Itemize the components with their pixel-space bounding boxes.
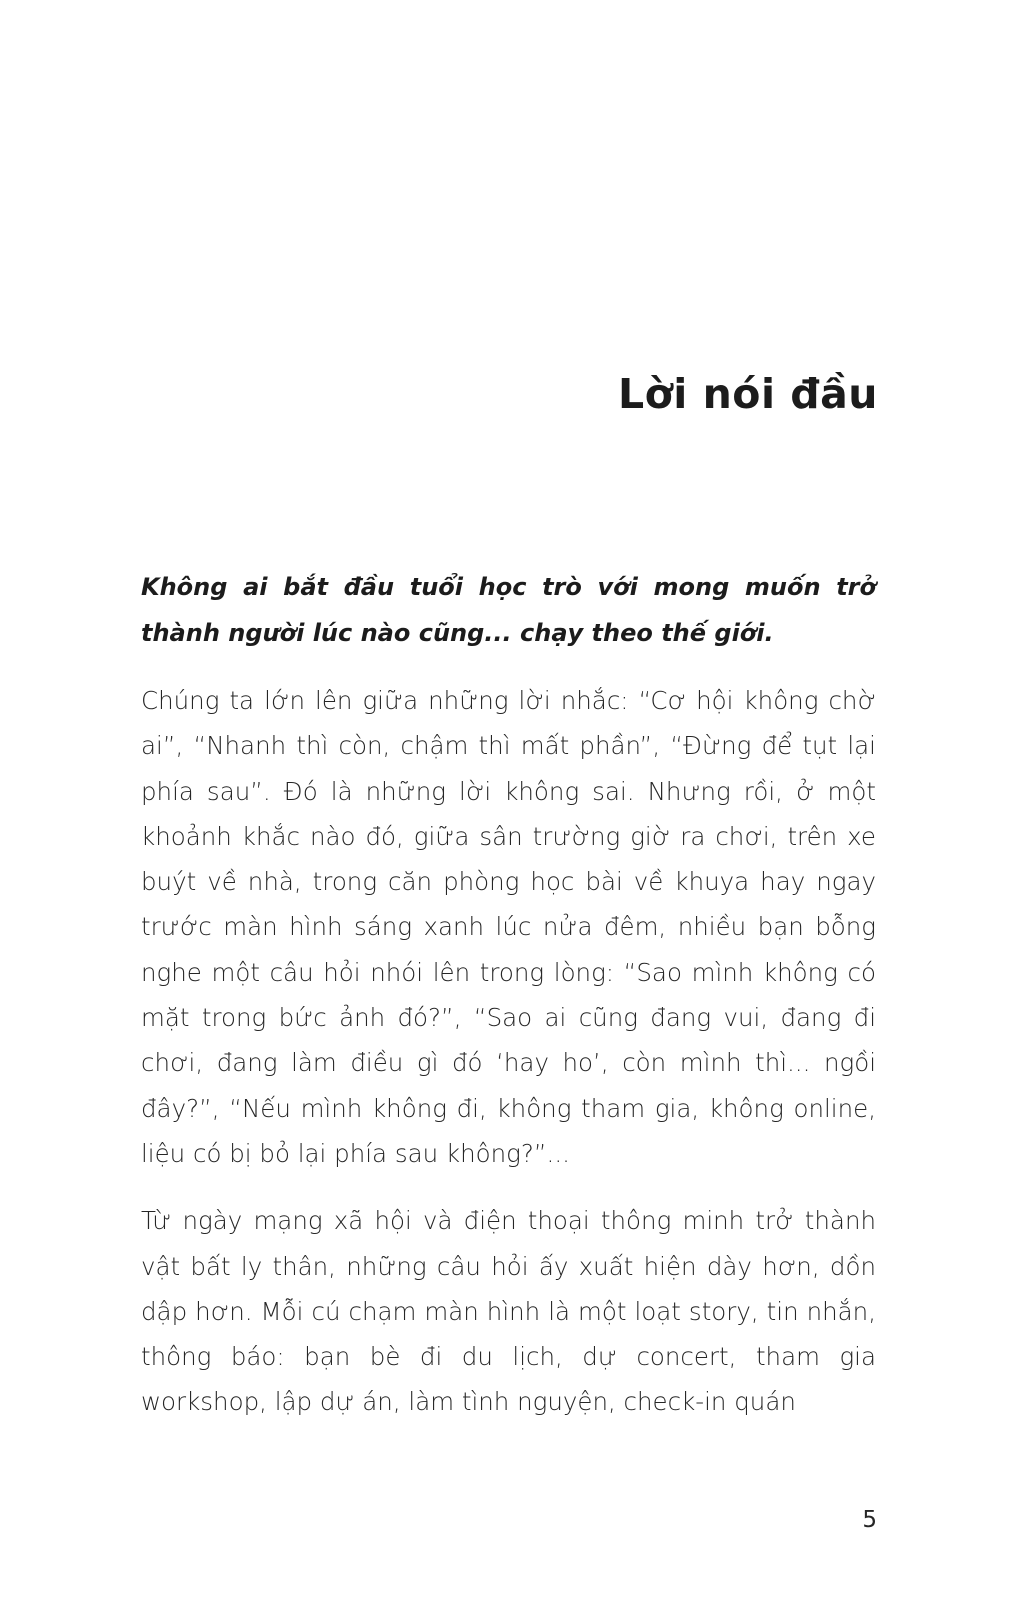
lead-paragraph: Không ai bắt đầu tuổi học trò với mong muốn trở thành người lúc nào cũng... chạy theo thế giới. [141, 573, 876, 647]
chapter-title: Lời nói đầu [617, 370, 878, 418]
page-number: 5 [862, 1507, 877, 1533]
body-paragraph-1: Chúng ta lớn lên giữa những lời nhắc: “Cơ hội không chờ ai”, “Nhanh thì còn, chậm thì mất phần”, “Đừng để tụt lại phía sau”. Đó là những lời không sai. Nhưng rồi, ở một khoảnh khắc nào đó, giữa sân trường giờ ra chơi, trên xe buýt về nhà, trong căn phòng học bài về khuya hay ngay trước màn hình sáng xanh lúc nửa đêm, nhiều bạn bỗng nghe một câu hỏi nhói lên trong lòng: “Sao mình không có mặt trong bức ảnh đó?”, “Sao ai cũng đang vui, đang đi chơi, đang làm điều gì đó ‘hay ho’, còn mình thì... ngồi đây?”, “Nếu mình không đi, không tham gia, không online, liệu có bị bỏ lại phía sau không?”... [141, 686, 876, 1168]
body-paragraph-2: Từ ngày mạng xã hội và điện thoại thông minh trở thành vật bất ly thân, những câu hỏi ấy xuất hiện dày hơn, dồn dập hơn. Mỗi cú chạm màn hình là một loạt story, tin nhắn, thông báo: bạn bè đi du lịch, dự concert, tham gia workshop, lập dự án, làm tình nguyện, check-in quán [141, 1206, 876, 1417]
chapter-body [141, 565, 876, 1447]
